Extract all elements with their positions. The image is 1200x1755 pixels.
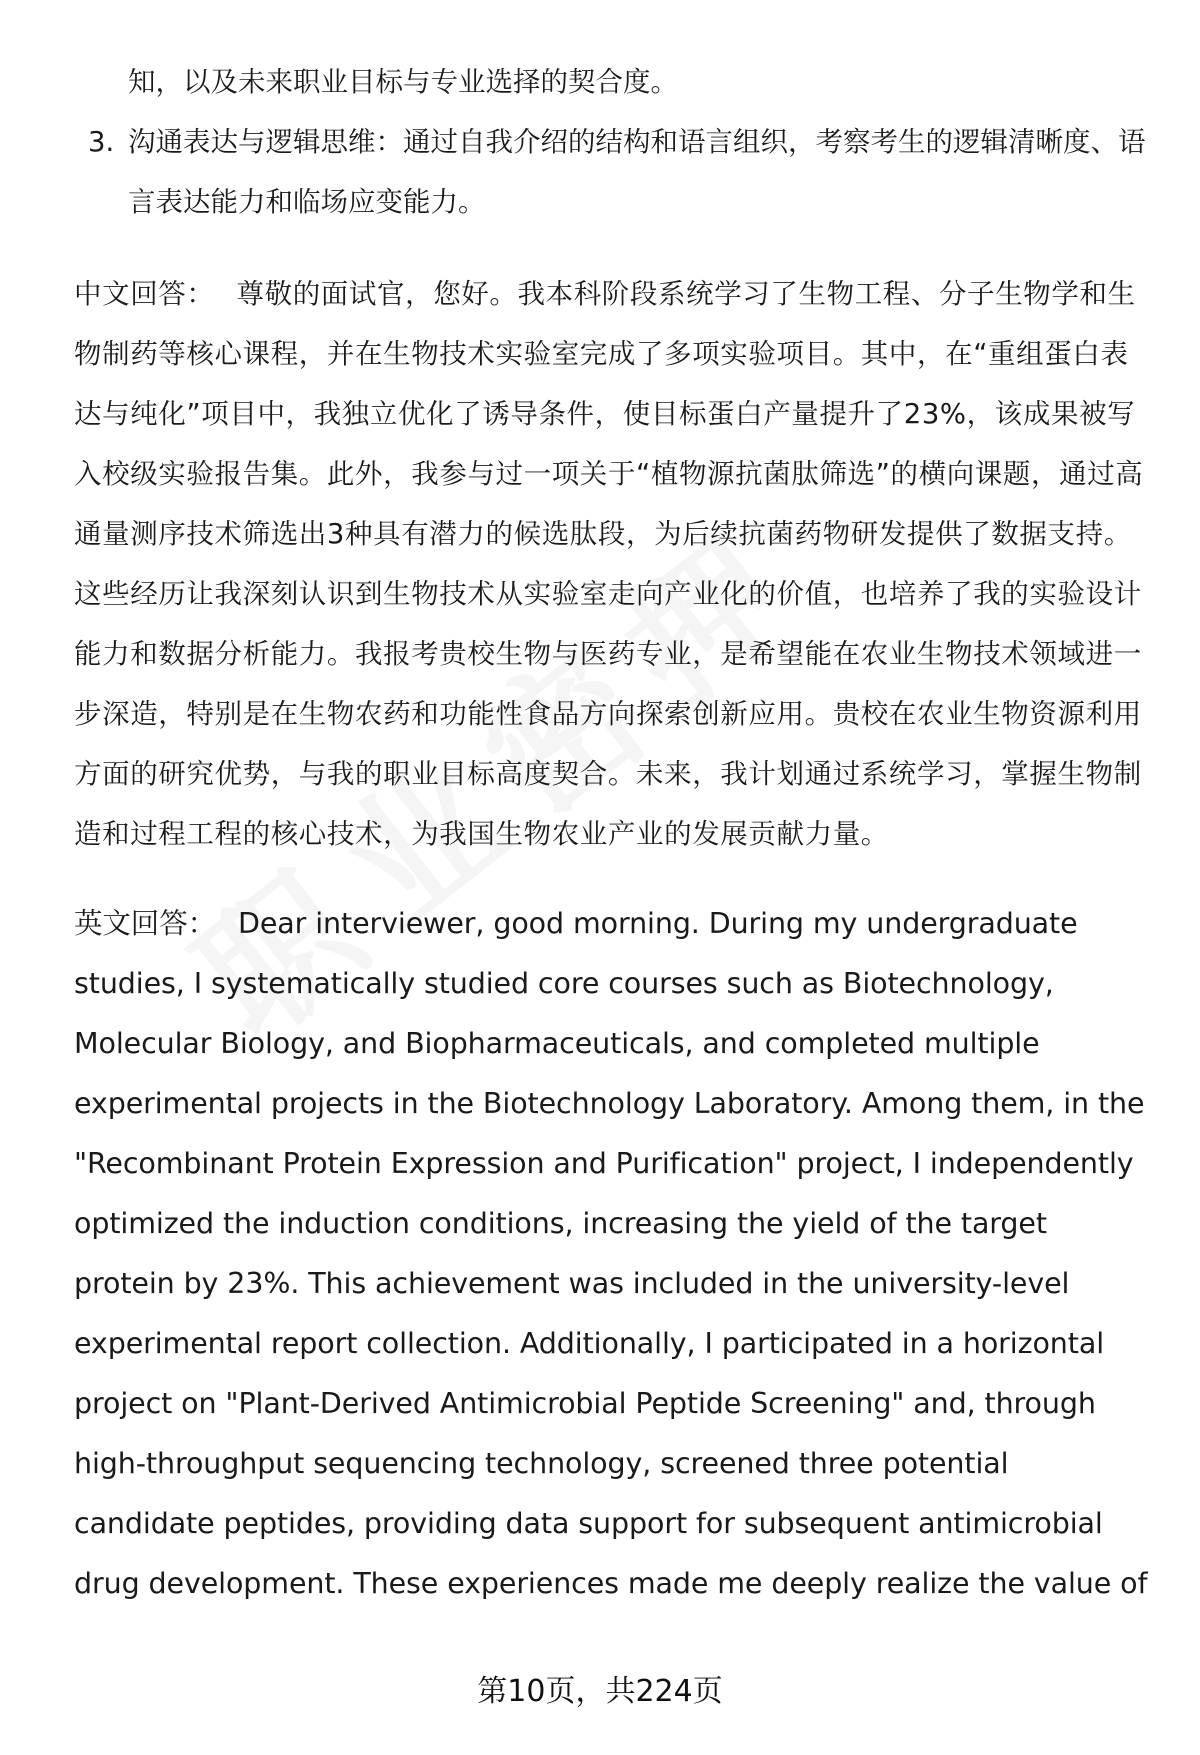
list-item bbox=[74, 112, 1154, 232]
chinese-answer-label: 中文回答： bbox=[74, 278, 215, 310]
chinese-answer-text: 尊敬的面试官，您好。我本科阶段系统学习了生物工程、分子生物学和生物制药等核心课程，并在生物技术实验室完成了多项实验项目。其中，在“重组蛋白表达与纯化”项目中，我独立优化了诱导条件，使目标蛋白产量提升了23%，该成果被写入校级实验报告集。此外，我参与过一项关于“植物源抗菌肽筛选”的横向课题，通过高通量测序技术筛选出3种具有潜力的候选肽段，为后续抗菌药物研发提供了数据支持。这些经历让我深刻认识到生物技术从实验室走向产业化的价值，也培养了我的实验设计能力和数据分析能力。我报考贵校生物与医药专业，是希望能在农业生物技术领域进一步深造，特别是在生物农药和功能性食品方向探索创新应用。贵校在农业生物资源利用方面的研究优势，与我的职业目标高度契合。未来，我计划通过系统学习，掌握生物制造和过程工程的核心技术，为我国生物农业产业的发展贡献力量。 bbox=[74, 278, 1144, 850]
page-content bbox=[74, 52, 1154, 1614]
list-item-number: 3. bbox=[88, 126, 115, 158]
list-item-continuation: 知，以及未来职业目标与专业选择的契合度。 bbox=[128, 66, 678, 98]
list-item-text: 沟通表达与逻辑思维：通过自我介绍的结构和语言组织，考察考生的逻辑清晰度、语言表达能力和临场应变能力。 bbox=[128, 126, 1146, 218]
page-number-footer: 第10页，共224页 bbox=[477, 1674, 723, 1709]
english-answer-text: Dear interviewer, good morning. During my undergraduate studies, I systematically studied core courses such as Biotechnology, Molecular Biology, and Biopharmaceuticals, and completed multiple experimental projects in the Biotechnology Laboratory. Among them, in the "Recombinant Protein Expression and Purification" project, I independently optimized the induction conditions, increasing the yield of the target protein by 23%. This achievement was included in the university-level experimental report collection. Additionally, I participated in a horizontal project on "Plant-Derived Antimicrobial Peptide Screening" and, through high-throughput sequencing technology, screened three potential candidate peptides, providing data support for subsequent antimicrobial drug development. These experiences made me deeply realize the value of bbox=[74, 907, 1148, 1600]
english-answer-paragraph bbox=[74, 894, 1154, 1614]
english-answer-label: 英文回答： bbox=[74, 907, 217, 940]
chinese-answer-paragraph bbox=[74, 264, 1154, 864]
